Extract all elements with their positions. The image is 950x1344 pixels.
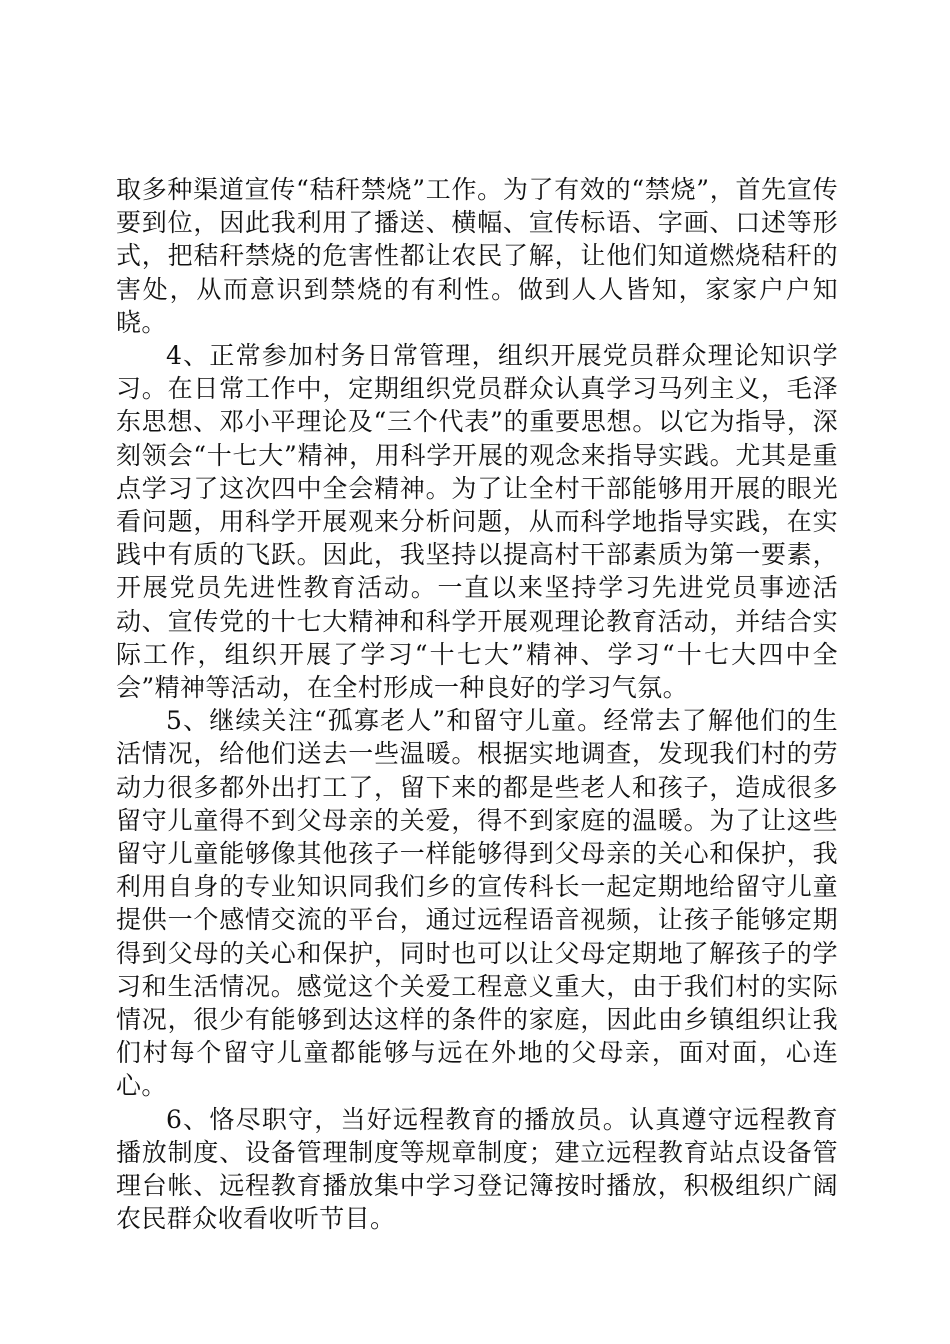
paragraph-remote-education: 6、恪尽职守，当好远程教育的播放员。认真遵守远程教育播放制度、设备管理制度等规章制度；建立远程教育站点设备管理台帐、远程教育播放集中学习登记簿按时播放，积极组织广阔农民群众收看收听节目。 (116, 1104, 838, 1234)
paragraph-straw-burning-publicity: 取多种渠道宣传“秸秆禁烧”工作。为了有效的“禁烧”，首先宣传要到位，因此我利用了播送、横幅、宣传标语、字画、口述等形式，把秸秆禁烧的危害性都让农民了解，让他们知道燃烧秸秆的害处，从而意识到禁烧的有利性。做到人人皆知，家家户户知晓。 (116, 175, 838, 337)
paragraph-party-theory-study: 4、正常参加村务日常管理，组织开展党员群众理论知识学习。在日常工作中，定期组织党员群众认真学习马列主义，毛泽东思想、邓小平理论及“三个代表”的重要思想。以它为指导，深刻领会“十七大”精神，用科学开展的观念来指导实践。尤其是重点学习了这次四中全会精神。为了让全村干部能够用开展的眼光看问题，用科学开展观来分析问题，从而科学地指导实践，在实践中有质的飞跃。因此，我坚持以提高村干部素质为第一要素，开展党员先进性教育活动。一直以来坚持学习先进党员事迹活动、宣传党的十七大精神和科学开展观理论教育活动，并结合实际工作，组织开展了学习“十七大”精神、学习“十七大四中全会”精神等活动，在全村形成一种良好的学习气氛。 (116, 341, 838, 703)
paragraph-left-behind-children: 5、继续关注“孤寡老人”和留守儿童。经常去了解他们的生活情况，给他们送去一些温暖。根据实地调查，发现我们村的劳动力很多都外出打工了，留下来的都是些老人和孩子，造成很多留守儿童得不到父母亲的关爱，得不到家庭的温暖。为了让这些留守儿童能够像其他孩子一样能够得到父母亲的关心和保护，我利用自身的专业知识同我们乡的宣传科长一起定期地给留守儿童提供一个感情交流的平台，通过远程语音视频，让孩子能够定期得到父母的关心和保护，同时也可以让父母定期地了解孩子的学习和生活情况。感觉这个关爱工程意义重大，由于我们村的实际情况，很少有能够到达这样的条件的家庭，因此由乡镇组织让我们村每个留守儿童都能够与远在外地的父母亲，面对面，心连心。 (116, 706, 838, 1101)
document-body (116, 173, 838, 1236)
